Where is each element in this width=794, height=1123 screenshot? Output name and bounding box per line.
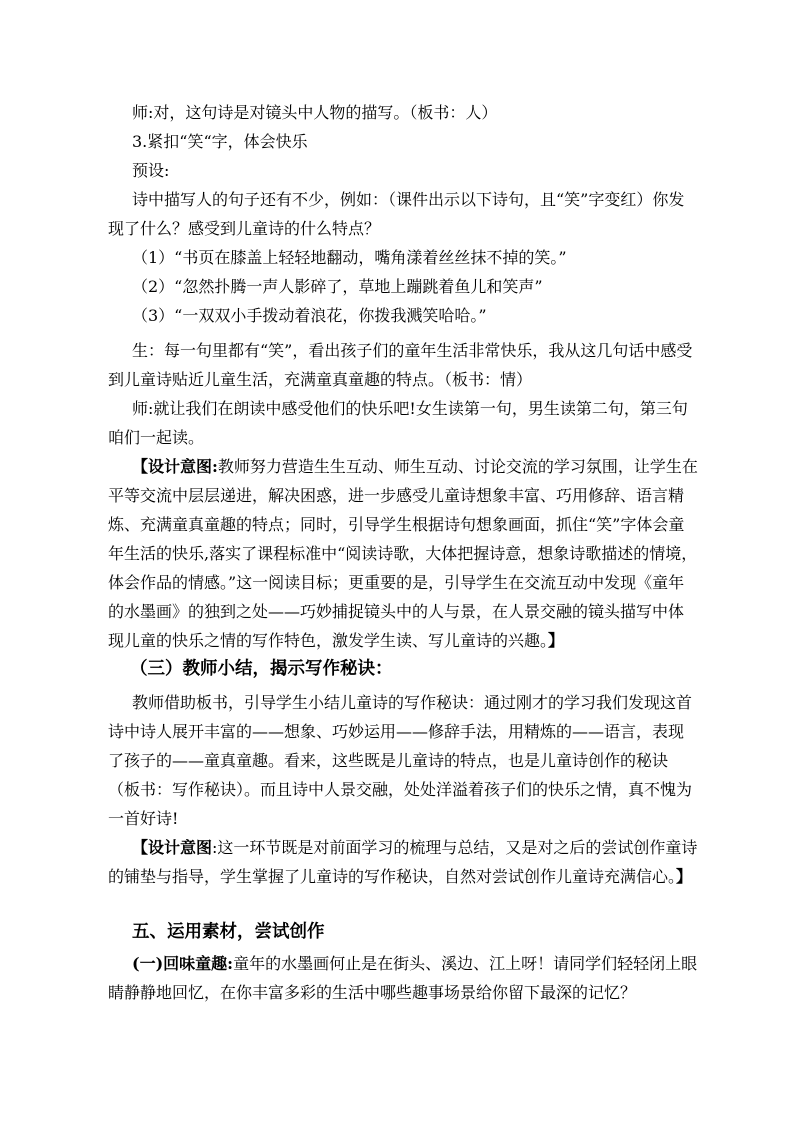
design-intent-text: :这一环节既是对前面学习的梳理与总结，又是对之后的尝试创作童诗的铺垫与指导，学生掌握了儿童诗的写作秘诀，自然对尝试创作儿童诗充满信心。	[108, 838, 698, 886]
preset-label: 预设:	[132, 161, 170, 180]
paragraph-summary: 教师借助板书，引导学生小结儿童诗的写作秘诀：通过刚才的学习我们发现这首诗中诗人展开丰富的——想象、巧妙运用——修辞手法，用精炼的——语言，表现了孩子的——童真童趣。看来，这些既是儿童诗的特点，也是儿童诗创作的秘诀（板书：写作秘诀）。而且诗中人景交融，处处洋溢着孩子们的快乐之情，真不愧为一首好诗!	[108, 693, 693, 828]
subsection-recall	[108, 949, 698, 1007]
design-intent-close: 】	[676, 867, 693, 886]
poem-line-2: （2）“忽然扑腾一声人影碎了，草地上蹦跳着鱼儿和笑声”	[132, 277, 543, 296]
section-heading-3: （三）教师小结，揭示写作秘诀：	[130, 659, 393, 679]
paragraph-teacher-line: 师:对，这句诗是对镜头中人物的描写。（板书：人）	[132, 103, 498, 122]
subsection-text: 童年的水墨画何止是在街头、溪边、江上呀！请同学们轻轻闭上眼睛静静地回忆，在你丰富多彩的生活中哪些趣事场景给你留下最深的记忆？	[108, 954, 698, 1002]
design-intent-1	[108, 452, 698, 655]
step-heading: 3.紧扣“笑“字，体会快乐	[132, 132, 308, 151]
paragraph-teacher-read: 师:就让我们在朗读中感受他们的快乐吧!女生读第一句，男生读第二句，第三句咱们一起读。	[108, 399, 688, 447]
design-intent-close: 】	[548, 631, 565, 650]
design-intent-label: 【设计意图	[132, 838, 213, 857]
design-intent-label: 【设计意图:	[132, 457, 218, 476]
subsection-label: (一)回味童趣:	[132, 954, 234, 973]
poem-line-3: （3）“一双双小手拨动着浪花，你拨我溅笑哈哈。”	[132, 306, 487, 325]
poem-line-1: （1）“书页在膝盖上轻轻地翻动，嘴角漾着丝丝抹不掉的笑。”	[132, 248, 567, 267]
design-intent-2	[108, 833, 698, 891]
design-intent-text: 教师努力营造生生互动、师生互动、讨论交流的学习氛围，让学生在平等交流中层层递进，解决困惑，进一步感受儿童诗想象丰富、巧用修辞、语言精炼、充满童真童趣的特点；同时，引导学生根据诗句想象画面，抓住“笑”字体会童年生活的快乐,落实了课程标准中“阅读诗歌，大体把握诗意，想象诗歌描述的情境，体会作品的情感。”这一阅读目标；更重要的是，引导学生在交流互动中发现《童年的水墨画》的独到之处——巧妙捕捉镜头中的人与景，在人景交融的镜头描写中体现儿童的快乐之情的写作特色，激发学生读、写儿童诗的兴趣。	[108, 457, 698, 650]
paragraph-student: 生：每一句里都有“笑”，看出孩子们的童年生活非常快乐，我从这几句话中感受到儿童诗贴近儿童生活，充满童真童趣的特点。（板书：情）	[108, 341, 693, 389]
paragraph-intro: 诗中描写人的句子还有不少，例如：（课件出示以下诗句，且“笑”字变红）你发现了什么？感受到儿童诗的什么特点？	[108, 190, 685, 238]
section-heading-5: 五、运用素材，尝试创作	[132, 922, 325, 942]
